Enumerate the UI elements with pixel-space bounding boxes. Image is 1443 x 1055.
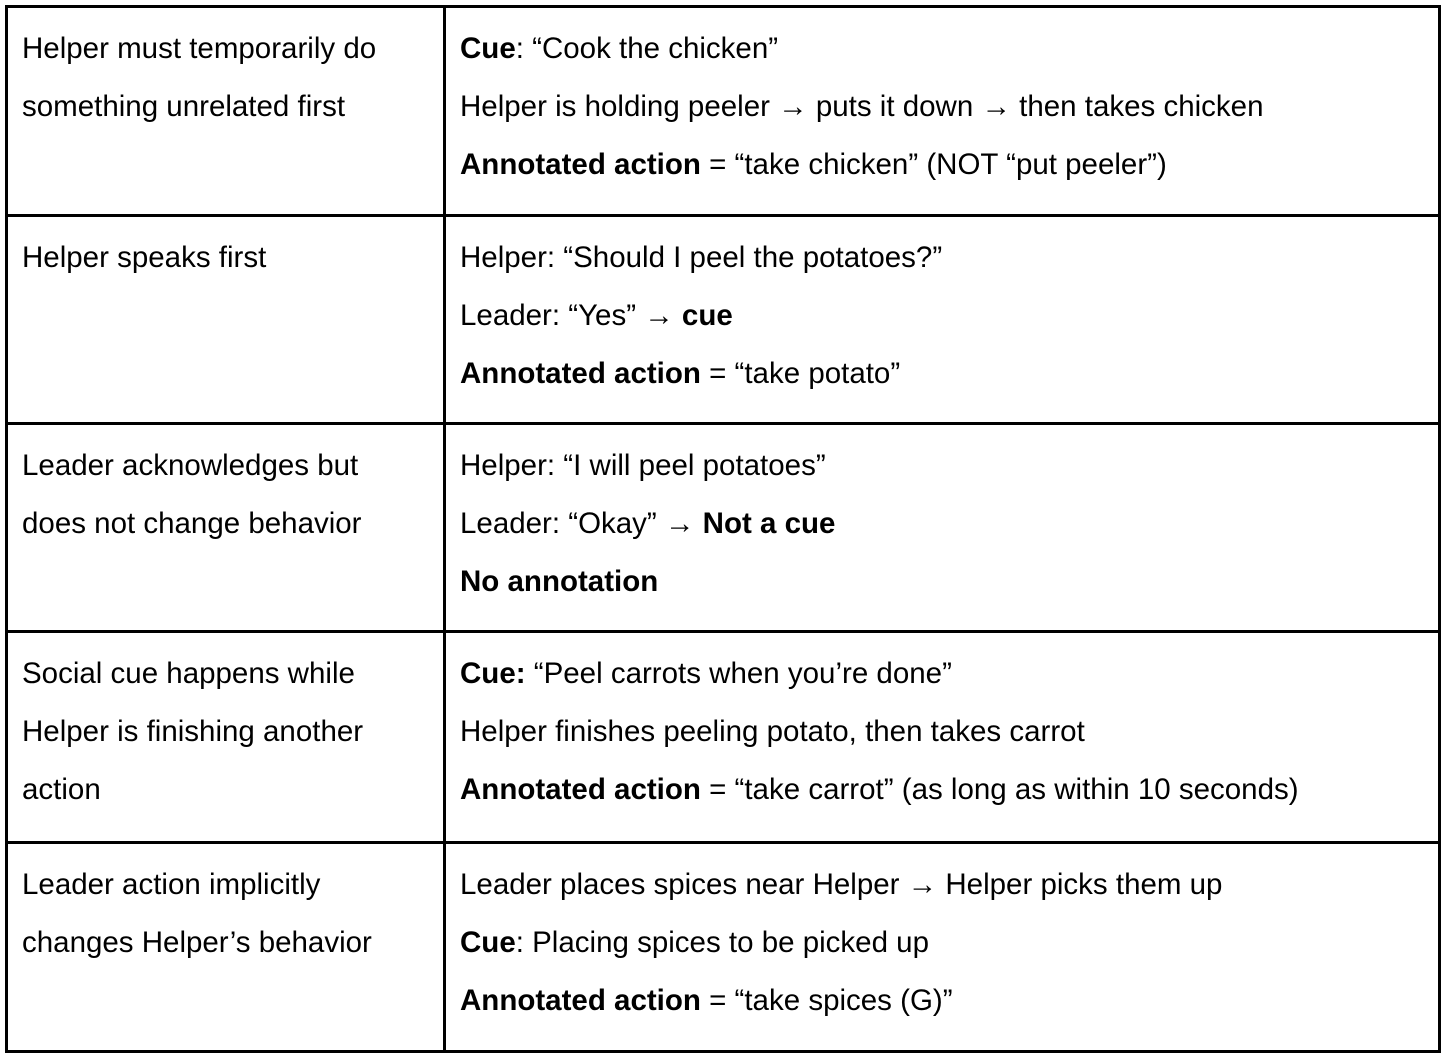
line-text: Leader: “Okay” → xyxy=(460,507,703,540)
line-text: = “take spices (G)” xyxy=(700,984,953,1017)
line-text: = “take carrot” (as long as within 10 seconds) xyxy=(700,773,1299,806)
situation-cell: Helper must temporarily do something unrelated first xyxy=(7,7,445,216)
table-row xyxy=(7,7,1440,216)
bold-label: Annotated action xyxy=(460,773,701,806)
line-text: : Placing spices to be picked up xyxy=(515,926,929,959)
cue-annotation-table xyxy=(5,5,1441,1053)
example-line xyxy=(460,136,1424,194)
example-line xyxy=(460,761,1424,819)
bold-label: Cue: xyxy=(460,657,526,690)
line-text: Helper finishes peeling potato, then takes carrot xyxy=(460,715,1085,748)
situation-cell: Leader action implicitly changes Helper’s behavior xyxy=(7,843,445,1052)
bold-label: Annotated action xyxy=(460,357,701,390)
line-text: = “take potato” xyxy=(700,357,901,390)
bold-label: Cue xyxy=(460,32,516,65)
line-text: Helper: “I will peel potatoes” xyxy=(460,449,826,482)
example-line xyxy=(460,78,1424,136)
table-row xyxy=(7,843,1440,1052)
line-text: Helper is holding peeler → puts it down → then takes chicken xyxy=(460,90,1264,123)
line-text: Helper: “Should I peel the potatoes?” xyxy=(460,241,943,274)
example-line xyxy=(460,345,1424,403)
line-text: : “Cook the chicken” xyxy=(515,32,779,65)
line-text: “Peel carrots when you’re done” xyxy=(525,657,952,690)
example-cell xyxy=(445,7,1440,216)
situation-cell: Leader acknowledges but does not change behavior xyxy=(7,424,445,632)
example-line xyxy=(460,856,1424,914)
bold-label: Annotated action xyxy=(460,148,701,181)
table-row xyxy=(7,632,1440,843)
table-row xyxy=(7,424,1440,632)
line-text: Leader: “Yes” → xyxy=(460,299,682,332)
bold-label: Not a cue xyxy=(702,507,836,540)
example-line xyxy=(460,914,1424,972)
example-line xyxy=(460,20,1424,78)
bold-label: Cue xyxy=(460,926,516,959)
situation-cell: Social cue happens while Helper is finishing another action xyxy=(7,632,445,843)
example-line xyxy=(460,229,1424,287)
example-cell xyxy=(445,632,1440,843)
bold-label: cue xyxy=(681,299,733,332)
example-line xyxy=(460,495,1424,553)
example-cell xyxy=(445,843,1440,1052)
bold-label: Annotated action xyxy=(460,984,701,1017)
example-line xyxy=(460,553,1424,611)
example-line xyxy=(460,645,1424,703)
example-line xyxy=(460,287,1424,345)
example-cell xyxy=(445,424,1440,632)
line-text: = “take chicken” (NOT “put peeler”) xyxy=(700,148,1167,181)
example-line xyxy=(460,972,1424,1030)
example-line xyxy=(460,437,1424,495)
situation-cell: Helper speaks first xyxy=(7,216,445,424)
table-row xyxy=(7,216,1440,424)
example-cell xyxy=(445,216,1440,424)
bold-label: No annotation xyxy=(460,565,659,598)
example-line xyxy=(460,703,1424,761)
line-text: Leader places spices near Helper → Helper picks them up xyxy=(460,868,1223,901)
